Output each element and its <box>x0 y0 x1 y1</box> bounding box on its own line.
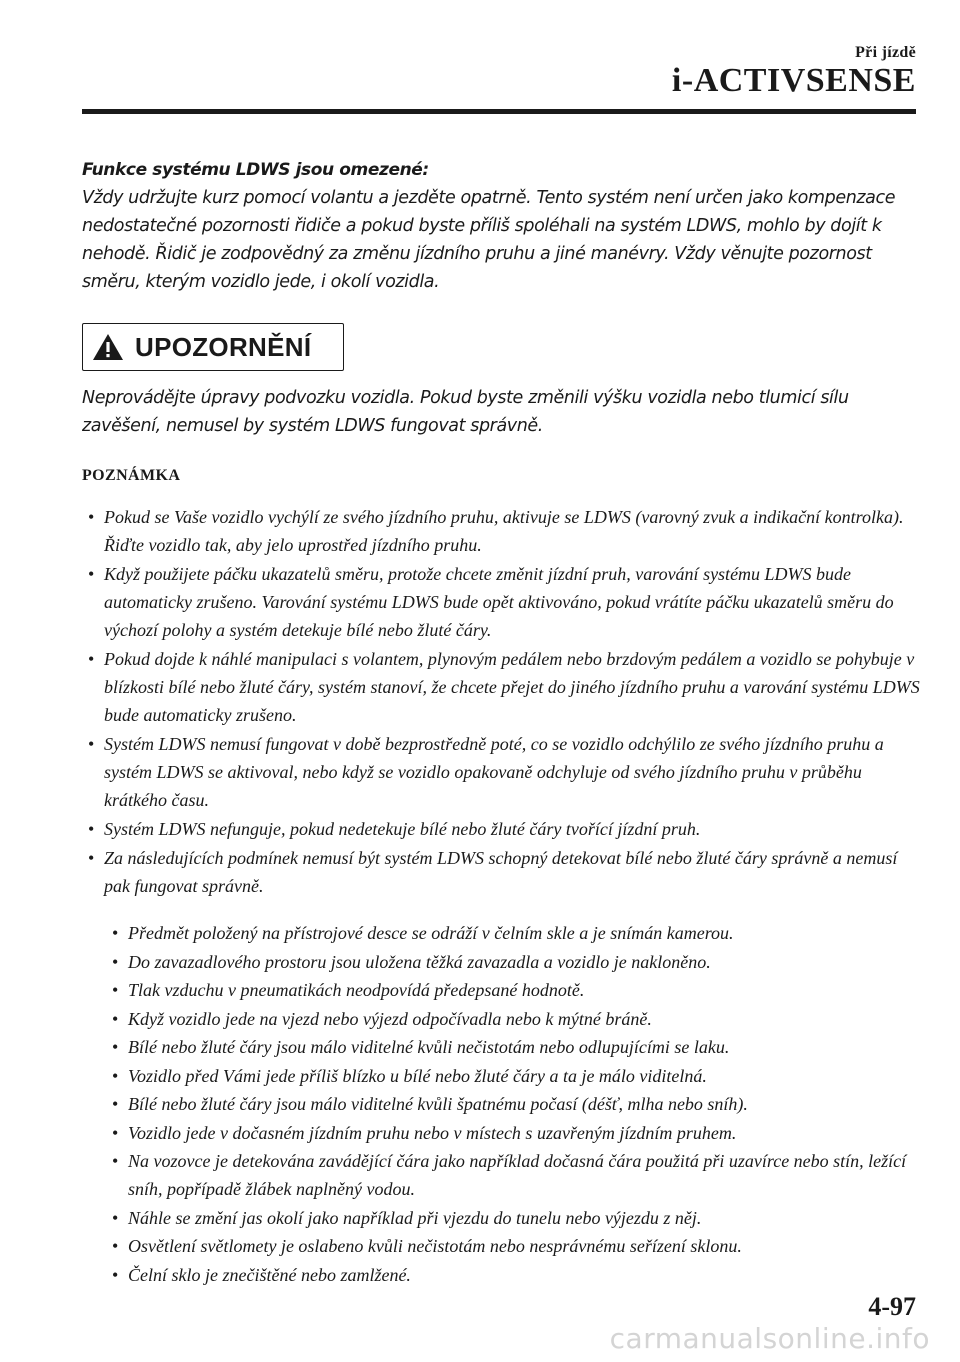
bullet-marker: • <box>88 734 95 754</box>
note-item-text: Systém LDWS nemusí fungovat v době bezprostředně poté, co se vozidlo odchýlilo ze svého jízdního pruhu a systém LDWS se aktivoval, nebo když se vozidlo opakovaně odchyluje od svého jízdního pruhu v průběhu krátkého času. <box>104 734 884 810</box>
bullet-marker: • <box>112 923 119 943</box>
bullet-marker: • <box>112 1065 119 1086</box>
limitations-block <box>82 156 922 296</box>
list-item <box>106 1232 926 1260</box>
chapter-title: i-ACTIVSENSE <box>671 62 916 99</box>
bullet-marker: • <box>88 819 95 839</box>
list-item <box>106 948 926 976</box>
bullet-marker: • <box>112 1236 119 1256</box>
list-item <box>106 1062 926 1090</box>
note-item-text: Pokud dojde k náhlé manipulaci s volantem, plynovým pedálem nebo brzdovým pedálem a vozidlo se pohybuje v blízkosti bílé nebo žluté čáry, systém stanoví, že chcete přejet do jiného jízdního pruhu a varování systému LDWS bude automaticky zrušeno. <box>104 649 920 725</box>
condition-text: Tlak vzduchu v pneumatikách neodpovídá předepsané hodnotě. <box>128 980 585 1000</box>
note-item-text: Systém LDWS nefunguje, pokud nedetekuje bílé nebo žluté čáry tvořící jízdní pruh. <box>104 819 701 839</box>
bullet-marker: • <box>112 1207 119 1228</box>
condition-text: Vozidlo před Vámi jede příliš blízko u bílé nebo žluté čáry a ta je málo viditelná. <box>128 1065 707 1086</box>
bullet-marker: • <box>88 649 95 669</box>
header-divider <box>82 109 916 114</box>
condition-list <box>106 919 926 1289</box>
condition-text: Předmět položený na přístrojové desce se odráží v čelním skle a je snímán kamerou. <box>128 923 734 943</box>
list-item <box>82 503 922 559</box>
bullet-marker: • <box>112 1264 119 1285</box>
condition-text: Osvětlení světlomety je oslabeno kvůli nečistotám nebo nesprávnému seřízení sklonu. <box>128 1236 742 1256</box>
bullet-marker: • <box>112 980 119 1000</box>
list-item <box>106 976 926 1004</box>
bullet-marker: • <box>112 1122 119 1143</box>
condition-text: Do zavazadlového prostoru jsou uložena těžká zavazadla a vozidlo je nakloněno. <box>128 951 711 972</box>
list-item <box>106 919 926 947</box>
list-item <box>106 1261 926 1289</box>
condition-text: Na vozovce je detekována zavádějící čára jako například dočasná čára použitá při uzavírce nebo stín, ležící sníh, popřípadě žlábek naplněný vodou. <box>128 1151 907 1199</box>
list-item <box>106 1119 926 1147</box>
bullet-marker: • <box>88 848 95 868</box>
note-heading: POZNÁMKA <box>82 467 181 484</box>
page-number: 4-97 <box>868 1292 916 1321</box>
note-item-text: Za následujících podmínek nemusí být systém LDWS schopný detekovat bílé nebo žluté čáry správně a nemusí pak fungovat správně. <box>104 848 898 896</box>
bullet-marker: • <box>88 564 95 584</box>
condition-text: Bílé nebo žluté čáry jsou málo viditelné kvůli špatnému počasí (déšť, mlha nebo sníh). <box>128 1094 748 1114</box>
list-item <box>82 645 922 729</box>
list-item <box>106 1005 926 1033</box>
limitations-heading: Funkce systému LDWS jsou omezené: <box>82 160 429 180</box>
list-item <box>106 1147 926 1203</box>
list-item <box>82 730 922 814</box>
condition-text: Čelní sklo je znečištěné nebo zamlžené. <box>128 1264 411 1285</box>
condition-text: Když vozidlo jede na vjezd nebo výjezd odpočívadla nebo k mýtné bráně. <box>128 1008 652 1029</box>
bullet-marker: • <box>112 951 119 972</box>
bullet-marker: • <box>112 1008 119 1029</box>
watermark: carmanualsonline.info <box>609 1322 930 1355</box>
condition-text: Vozidlo jede v dočasném jízdním pruhu nebo v místech s uzavřeným jízdním pruhem. <box>128 1122 737 1143</box>
warning-triangle-icon <box>91 332 125 362</box>
warning-label: UPOZORNĚNÍ <box>135 331 312 362</box>
warning-text: Neprovádějte úpravy podvozku vozidla. Pokud byste změnili výšku vozidla nebo tlumicí sílu zavěšení, nemusel by systém LDWS fungovat správně. <box>82 388 849 436</box>
bullet-marker: • <box>88 507 95 527</box>
limitations-text: Vždy udržujte kurz pomocí volantu a jezděte opatrně. Tento systém není určen jako kompenzace nedostatečné pozornosti řidiče a pokud byste příliš spoléhali na systém LDWS, mohlo by dojít k nehodě. Řidič je zodpovědný za změnu jízdního pruhu a jiné manévry. Vždy věnujte pozornost směru, kterým vozidlo jede, i okolí vozidla. <box>82 188 896 292</box>
list-item <box>82 815 922 843</box>
bullet-marker: • <box>112 1151 119 1171</box>
bullet-marker: • <box>112 1094 119 1114</box>
list-item <box>106 1090 926 1118</box>
list-item <box>82 560 922 644</box>
note-list <box>82 503 922 901</box>
list-item <box>106 1204 926 1232</box>
condition-text: Bílé nebo žluté čáry jsou málo viditelné kvůli nečistotám nebo odlupujícími se laku. <box>128 1037 730 1057</box>
list-item <box>106 1033 926 1061</box>
note-item-text: Když použijete páčku ukazatelů směru, protože chcete změnit jízdní pruh, varování systému LDWS bude automaticky zrušeno. Varování systému LDWS bude opět aktivováno, pokud vrátíte páčku ukazatelů směru do výchozí polohy a systém detekuje bílé nebo žluté čáry. <box>104 564 894 640</box>
condition-text: Náhle se změní jas okolí jako například při vjezdu do tunelu nebo výjezdu z něj. <box>128 1207 702 1228</box>
bullet-marker: • <box>112 1037 119 1057</box>
list-item <box>82 844 922 900</box>
note-item-text: Pokud se Vaše vozidlo vychýlí ze svého jízdního pruhu, aktivuje se LDWS (varovný zvuk a indikační kontrolka). Řiďte vozidlo tak, aby jelo uprostřed jízdního pruhu. <box>104 507 904 555</box>
section-label: Při jízdě <box>855 44 916 61</box>
warning-box <box>82 323 344 371</box>
